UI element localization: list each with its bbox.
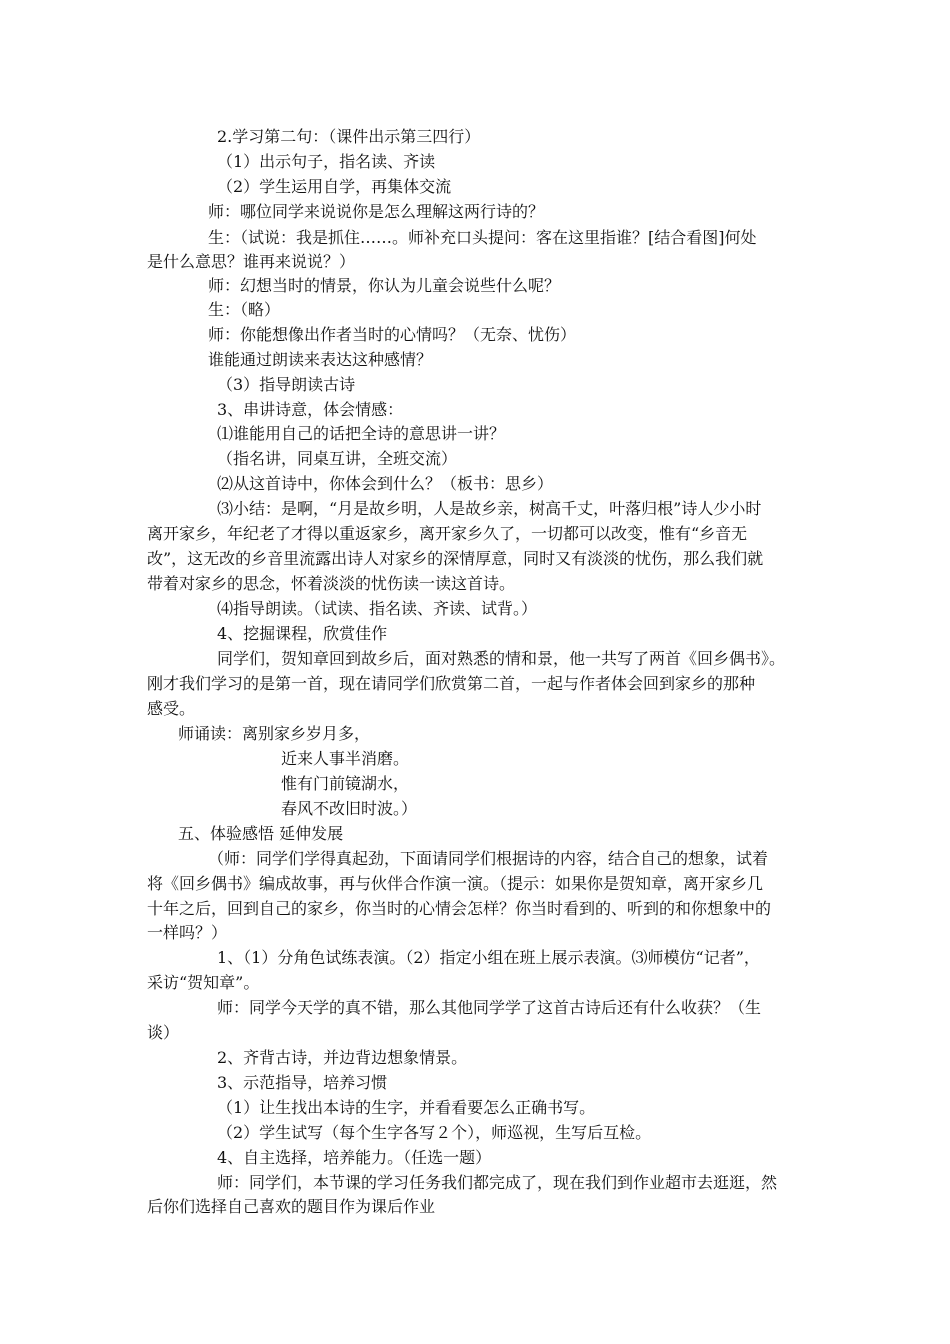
text-line: （师：同学们学得真起劲，下面请同学们根据诗的内容，结合自己的想象，试着: [208, 849, 769, 868]
text-line: 3、示范指导，培养习惯: [217, 1073, 388, 1092]
text-line: （指名讲，同桌互讲，全班交流）: [217, 449, 458, 468]
text-line: 离开家乡，年纪老了才得以重返家乡，离开家乡久了，一切都可以改变，惟有“乡音无: [147, 524, 748, 543]
text-line: 刚才我们学习的是第一首，现在请同学们欣赏第二首，一起与作者体会回到家乡的那种: [147, 674, 756, 693]
text-line: 师：同学今天学的真不错，那么其他同学学了这首古诗后还有什么收获？（生: [217, 998, 762, 1017]
text-line: 谈）: [147, 1023, 180, 1042]
text-line: （3）指导朗读古诗: [217, 375, 356, 394]
text-line: 谁能通过朗读来表达这种感情？: [208, 350, 433, 369]
text-line: 2.学习第二句：（课件出示第三四行）: [217, 127, 481, 146]
text-line: 带着对家乡的思念，怀着淡淡的忧伤读一读这首诗。: [147, 574, 516, 593]
text-line: ⑵从这首诗中，你体会到什么？（板书：思乡）: [217, 474, 554, 493]
text-line: 3、串讲诗意，体会情感：: [217, 400, 404, 419]
text-line: ⑷指导朗读。（试读、指名读、齐读、试背。）: [217, 599, 538, 618]
poem-line: 春风不改旧时波。）: [281, 799, 418, 818]
text-line: 后你们选择自己喜欢的题目作为课后作业: [147, 1197, 436, 1216]
text-line: 十年之后，回到自己的家乡，你当时的心情会怎样？你当时看到的、听到的和你想象中的: [147, 899, 772, 918]
text-line: 改”，这无改的乡音里流露出诗人对家乡的深情厚意，同时又有淡淡的忧伤，那么我们就: [147, 549, 764, 568]
text-line: 将《回乡偶书》编成故事，再与伙伴合作演一演。（提示：如果你是贺知章，离开家乡几: [147, 874, 764, 893]
text-line: 生：（试说：我是抓住……。师补充口头提问：客在这里指谁？[结合看图]何处: [208, 228, 757, 247]
text-line: 4、挖掘课程，欣赏佳作: [217, 624, 388, 643]
text-line: （1）让生找出本诗的生字，并看看要怎么正确书写。: [217, 1098, 596, 1117]
text-line: 感受。: [147, 699, 196, 718]
text-line: ⑶小结：是啊，“月是故乡明，人是故乡亲，树高千丈，叶落归根”诗人少小时: [217, 499, 762, 518]
text-line: 2、齐背古诗，并边背边想象情景。: [217, 1048, 468, 1067]
poem-line: 惟有门前镜湖水，: [281, 774, 410, 793]
poem-line: 近来人事半消磨。: [281, 749, 410, 768]
text-line: 一样吗？）: [147, 923, 228, 942]
text-line: 生：（略）: [208, 300, 281, 319]
text-line: 4、自主选择，培养能力。（任选一题）: [217, 1148, 492, 1167]
section-heading: 五、体验感悟 延伸发展: [178, 824, 344, 843]
text-line: （2）学生运用自学，再集体交流: [217, 177, 452, 196]
text-line: ⑴谁能用自己的话把全诗的意思讲一讲？: [217, 424, 506, 443]
text-line: 师：你能想像出作者当时的心情吗？（无奈、忧伤）: [208, 325, 577, 344]
text-line: 1、（1）分角色试练表演。（2）指定小组在班上展示表演。⑶师模仿“记者”，: [217, 948, 760, 967]
text-line: 师：哪位同学来说说你是怎么理解这两行诗的？: [208, 202, 545, 221]
text-line: 采访“贺知章”。: [147, 973, 260, 992]
text-line: 师：幻想当时的情景，你认为儿童会说些什么呢？: [208, 276, 561, 295]
text-line: 是什么意思？谁再来说说？）: [147, 252, 356, 271]
text-line: （2）学生试写（每个生字各写２个），师巡视，生写后互检。: [217, 1123, 652, 1142]
text-line: 师：同学们，本节课的学习任务我们都完成了，现在我们到作业超市去逛逛，然: [217, 1173, 778, 1192]
text-line: 同学们，贺知章回到故乡后，面对熟悉的情和景，他一共写了两首《回乡偶书》。: [217, 649, 786, 668]
poem-intro: 师诵读：离别家乡岁月多，: [178, 724, 371, 743]
text-line: （1）出示句子，指名读、齐读: [217, 152, 436, 171]
